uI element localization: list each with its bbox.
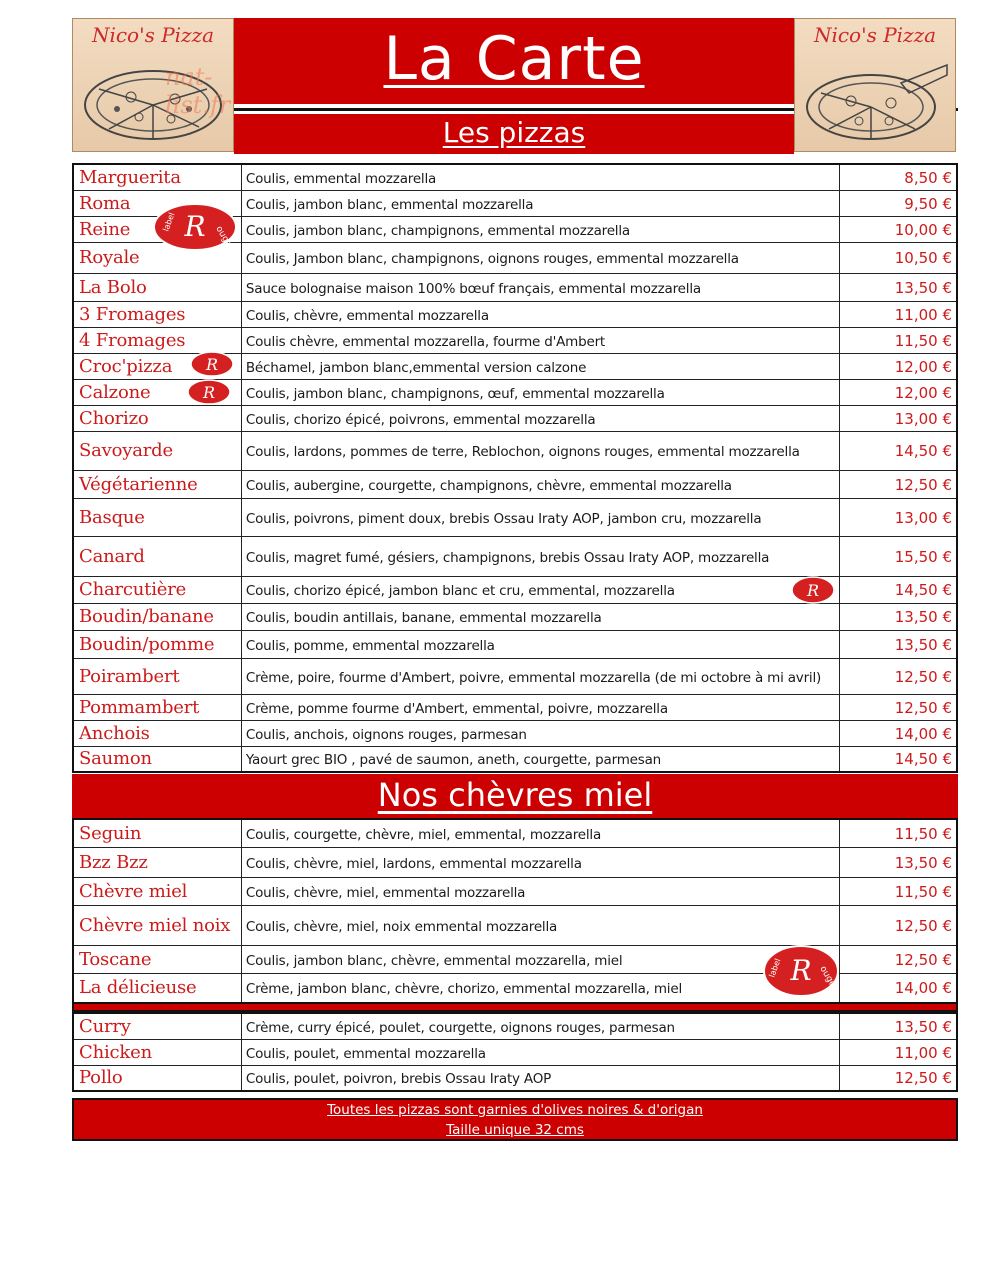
pizza-price-cell [840, 327, 957, 353]
pizza-description: Crème, poire, fourme d'Ambert, poivre, emmental mozzarella (de mi octobre à mi avril) [245, 669, 822, 686]
pizza-price: 14,50 € [894, 581, 952, 599]
pizza-price-cell [840, 536, 957, 576]
section-title: Nos chèvres miel [377, 776, 653, 814]
pizza-price-cell [840, 470, 957, 498]
pizza-price: 11,00 € [894, 305, 952, 324]
menu-row [73, 273, 957, 301]
section-separator [72, 1002, 958, 1012]
pizza-description-cell [241, 746, 839, 772]
pizza-price: 11,50 € [894, 882, 952, 901]
menu-row [73, 658, 957, 694]
pizza-price-cell [840, 973, 957, 1003]
pizza-price: 10,50 € [894, 249, 952, 267]
menu-row [73, 536, 957, 576]
pizza-description-cell [241, 1039, 839, 1065]
pizza-price-cell [840, 164, 957, 190]
pizza-price-cell [840, 658, 957, 694]
pizza-price: 13,00 € [894, 409, 952, 428]
pizza-price-cell [840, 190, 957, 216]
poulet-menu-table [72, 1012, 958, 1092]
brand-name-left: Nico's Pizza [91, 23, 215, 47]
menu-row [73, 1039, 957, 1065]
menu-header [72, 18, 958, 154]
pizza-name: Végétarienne [79, 473, 198, 495]
pizza-name-cell [73, 576, 241, 603]
pizza-name-cell [73, 1013, 241, 1039]
pizza-description-cell [241, 405, 839, 431]
pizza-price-cell [840, 945, 957, 973]
pizza-description-cell [241, 973, 839, 1003]
menu-row [73, 470, 957, 498]
pizza-price: 12,50 € [894, 950, 952, 969]
pizza-description-cell [241, 694, 839, 720]
pizza-description-cell [241, 603, 839, 630]
pizza-name: Pollo [79, 1067, 123, 1089]
pizza-description-cell [241, 576, 839, 603]
pizza-price-cell [840, 216, 957, 242]
svg-text:R: R [202, 383, 216, 402]
pizza-description: Coulis, poulet, poivron, brebis Ossau Iraty AOP [245, 1071, 552, 1088]
menu-row [73, 694, 957, 720]
pizza-price-cell [840, 498, 957, 536]
pizza-price-cell [840, 1013, 957, 1039]
pizza-price-cell [840, 576, 957, 603]
menu-row [73, 819, 957, 847]
pizza-description: Coulis, lardons, pommes de terre, Reblochon, oignons rouges, emmental mozzarella [245, 444, 800, 460]
pizza-name-cell [73, 431, 241, 470]
menu-row [73, 905, 957, 945]
pizza-description: Coulis, magret fumé, gésiers, champignons, brebis Ossau Iraty AOP, mozzarella [245, 549, 770, 566]
pizza-description: Coulis, jambon blanc, champignons, œuf, emmental mozzarella [245, 385, 665, 402]
pizza-description: Coulis chèvre, emmental mozzarella, fourme d'Ambert [245, 333, 606, 350]
pizza-description-cell [241, 327, 839, 353]
pizza-name-cell [73, 1039, 241, 1065]
pizza-name-cell [73, 536, 241, 576]
subtitle-banner [234, 114, 794, 154]
menu-row [73, 847, 957, 877]
pizza-name-cell [73, 720, 241, 746]
pizza-name-cell [73, 945, 241, 973]
svg-text:ouge: ouge [817, 964, 838, 989]
page-title: La Carte [383, 24, 645, 94]
pizza-price: 13,50 € [894, 1017, 952, 1036]
pizza-description: Coulis, boudin antillais, banane, emmental mozzarella [245, 610, 602, 626]
pizza-description-cell [241, 847, 839, 877]
pizza-name: Seguin [79, 822, 142, 844]
pizza-sketch-icon [801, 53, 951, 149]
svg-text:label: label [767, 957, 783, 979]
svg-text:label: label [161, 211, 177, 233]
footer-banner [72, 1098, 958, 1141]
pizza-price-cell [840, 877, 957, 905]
pizza-price-cell [840, 431, 957, 470]
pizza-price: 14,50 € [894, 442, 952, 460]
brand-name-right: Nico's Pizza [813, 23, 937, 47]
menu-row [73, 1065, 957, 1091]
pizza-description-cell [241, 164, 839, 190]
menu-row [73, 301, 957, 327]
pizza-name-cell [73, 694, 241, 720]
pizza-name: Curry [79, 1015, 131, 1037]
pizza-description-cell [241, 1013, 839, 1039]
pizza-name: Bzz Bzz [79, 851, 148, 873]
menu-row [73, 1013, 957, 1039]
pizza-price: 8,50 € [904, 168, 952, 187]
pizza-name: Chèvre miel [79, 880, 188, 902]
pizza-price-cell [840, 301, 957, 327]
pizza-name: Poirambert [79, 665, 180, 687]
pizza-name: La délicieuse [79, 977, 197, 999]
pizza-price-cell [840, 353, 957, 379]
pizza-name: Anchois [79, 722, 150, 744]
pizza-description: Coulis, jambon blanc, champignons, emmental mozzarella [245, 222, 630, 239]
pizza-price: 9,50 € [904, 194, 952, 213]
menu-row [73, 431, 957, 470]
pizza-name: Reine [79, 218, 131, 240]
pizza-name: Toscane [79, 948, 152, 970]
svg-text:R: R [184, 210, 206, 243]
brand-logo-left [72, 18, 234, 152]
pizza-description: Coulis, chorizo épicé, poivrons, emmental mozzarella [245, 411, 596, 428]
pizza-description-cell [241, 945, 839, 973]
pizza-price-cell [840, 847, 957, 877]
pizza-price-cell [840, 630, 957, 658]
pizza-name: Marguerita [79, 166, 181, 188]
menu-row [73, 498, 957, 536]
menu-row [73, 877, 957, 905]
label-rouge-seal-icon [152, 202, 238, 256]
pizza-price: 10,00 € [894, 220, 952, 239]
pizza-name: Chicken [79, 1041, 152, 1063]
pizza-price: 11,50 € [894, 824, 952, 843]
pizza-price: 14,00 € [894, 979, 952, 998]
title-banner [234, 18, 794, 104]
pizza-price-cell [840, 905, 957, 945]
pizza-description-cell [241, 379, 839, 405]
pizza-price: 13,50 € [894, 853, 952, 872]
pizza-price-cell [840, 720, 957, 746]
pizza-price: 14,50 € [894, 750, 952, 769]
svg-text:R: R [806, 581, 820, 600]
pizza-name-cell [73, 847, 241, 877]
page-subtitle: Les pizzas [442, 116, 586, 149]
pizza-description-cell [241, 905, 839, 945]
pizza-description-cell [241, 190, 839, 216]
pizza-description: Coulis, chèvre, miel, lardons, emmental mozzarella [245, 855, 582, 872]
pizza-name: Chèvre miel noix [79, 914, 231, 936]
pizza-name: Canard [79, 545, 145, 567]
pizza-price: 12,00 € [894, 383, 952, 402]
pizza-description: Coulis, emmental mozzarella [245, 170, 437, 187]
pizza-description: Coulis, chèvre, miel, emmental mozzarella [245, 884, 526, 901]
pizza-price-cell [840, 694, 957, 720]
pizza-price-cell [840, 273, 957, 301]
pizza-name: Royale [79, 247, 140, 268]
pizza-name-cell [73, 301, 241, 327]
pizza-name-cell [73, 973, 241, 1003]
pizza-description: Crème, curry épicé, poulet, courgette, oignons rouges, parmesan [245, 1019, 675, 1036]
pizza-name-cell [73, 746, 241, 772]
pizza-description: Crème, jambon blanc, chèvre, chorizo, emmental mozzarella, miel [245, 981, 682, 998]
pizza-name: Charcutière [79, 579, 187, 600]
pizza-price-cell [840, 405, 957, 431]
pizza-name-cell [73, 819, 241, 847]
pizza-name-cell [73, 658, 241, 694]
pizza-description-cell [241, 536, 839, 576]
pizza-description-cell [241, 470, 839, 498]
footer-note-size: Taille unique 32 cms [446, 1122, 584, 1138]
pizza-description: Coulis, chèvre, miel, noix emmental mozzarella [245, 918, 558, 935]
pizza-description-cell [241, 819, 839, 847]
pizza-description: Crème, pomme fourme d'Ambert, emmental, poivre, mozzarella [245, 700, 668, 717]
pizza-name-cell [73, 877, 241, 905]
pizza-description-cell [241, 1065, 839, 1091]
pizza-name-cell [73, 470, 241, 498]
other-rows [73, 1013, 957, 1091]
menu-row [73, 746, 957, 772]
pizza-description: Coulis, chorizo épicé, jambon blanc et cru, emmental, mozzarella [245, 583, 675, 599]
pizza-description-cell [241, 431, 839, 470]
pizza-description-cell [241, 353, 839, 379]
label-rouge-seal-icon [790, 575, 836, 609]
pizza-name: La Bolo [79, 276, 147, 298]
pizza-name-cell [73, 630, 241, 658]
pizza-name: Boudin/pomme [79, 633, 215, 655]
pizza-name: 4 Fromages [79, 329, 186, 351]
pizza-price: 12,50 € [894, 698, 952, 717]
pizza-name: Chorizo [79, 407, 149, 429]
pizza-name: Calzone [79, 381, 151, 403]
chevres-section-banner [72, 774, 958, 818]
pizza-price-cell [840, 1039, 957, 1065]
pizza-description: Coulis, poivrons, piment doux, brebis Ossau Iraty AOP, jambon cru, mozzarella [245, 510, 762, 527]
pizza-price: 13,00 € [894, 508, 952, 527]
pizza-price: 11,00 € [894, 1043, 952, 1062]
pizza-name-cell [73, 164, 241, 190]
pizza-price-cell [840, 1065, 957, 1091]
pizza-price: 11,50 € [894, 331, 952, 350]
menu-row [73, 630, 957, 658]
pizza-price-cell [840, 603, 957, 630]
pizza-description-cell [241, 877, 839, 905]
pizza-price: 13,50 € [894, 278, 952, 297]
pizza-description: Coulis, anchois, oignons rouges, parmesan [245, 726, 527, 743]
pizza-description: Sauce bolognaise maison 100% bœuf français, emmental mozzarella [245, 280, 701, 297]
pizza-name: 3 Fromages [79, 303, 186, 325]
pizza-description-cell [241, 273, 839, 301]
pizza-name-cell [73, 603, 241, 630]
pizza-price-cell [840, 242, 957, 273]
pizza-description: Coulis, courgette, chèvre, miel, emmental, mozzarella [245, 826, 602, 843]
pizza-description: Coulis, chèvre, emmental mozzarella [245, 307, 489, 324]
brand-logo-right [794, 18, 956, 152]
pizza-description: Coulis, aubergine, courgette, champignons, chèvre, emmental mozzarella [245, 477, 732, 494]
pizza-description: Coulis, jambon blanc, chèvre, emmental mozzarella, miel [245, 952, 623, 969]
pizza-description: Coulis, jambon blanc, emmental mozzarella [245, 196, 534, 213]
pizza-name-cell [73, 905, 241, 945]
pizza-description: Coulis, poulet, emmental mozzarella [245, 1045, 486, 1062]
menu-row [73, 164, 957, 190]
pizza-price: 13,50 € [894, 608, 952, 626]
site-watermark: nat-list.fr [165, 63, 231, 119]
pizza-price: 14,00 € [894, 724, 952, 743]
pizza-name-cell [73, 498, 241, 536]
pizza-description-cell [241, 216, 839, 242]
label-rouge-seal-icon [762, 944, 840, 1002]
pizza-price: 12,50 € [894, 475, 952, 494]
pizza-price-cell [840, 379, 957, 405]
pizza-price-cell [840, 746, 957, 772]
pizza-description-cell [241, 720, 839, 746]
pizza-name: Roma [79, 192, 131, 214]
pizza-description-cell [241, 658, 839, 694]
pizza-price-cell [840, 819, 957, 847]
pizza-name: Boudin/banane [79, 606, 214, 627]
pizza-name: Savoyarde [79, 440, 173, 461]
pizza-price: 13,50 € [894, 635, 952, 654]
pizza-name: Croc'pizza [79, 355, 173, 377]
pizza-name: Pommambert [79, 696, 200, 718]
pizza-name-cell [73, 273, 241, 301]
pizza-name-cell [73, 1065, 241, 1091]
pizza-description: Béchamel, jambon blanc,emmental version calzone [245, 359, 587, 376]
pizza-name: Saumon [79, 748, 152, 770]
svg-text:ouge: ouge [213, 224, 234, 249]
pizza-description-cell [241, 301, 839, 327]
pizza-description: Coulis, Jambon blanc, champignons, oignons rouges, emmental mozzarella [245, 251, 739, 267]
pizza-description-cell [241, 630, 839, 658]
label-rouge-seal-icon [186, 378, 232, 410]
svg-text:R: R [205, 355, 219, 374]
pizza-price: 12,50 € [894, 667, 952, 686]
menu-row [73, 720, 957, 746]
pizza-description: Coulis, pomme, emmental mozzarella [245, 637, 495, 654]
pizza-description-cell [241, 242, 839, 273]
pizza-price: 15,50 € [894, 547, 952, 566]
pizza-name: Basque [79, 506, 145, 528]
pizza-description: Yaourt grec BIO , pavé de saumon, aneth, courgette, parmesan [245, 752, 662, 769]
pizza-price: 12,00 € [894, 357, 952, 376]
pizza-price: 12,50 € [894, 1069, 952, 1088]
pizza-description-cell [241, 498, 839, 536]
svg-text:R: R [790, 954, 812, 987]
footer-note-olives: Toutes les pizzas sont garnies d'olives noires & d'origan [327, 1102, 703, 1118]
pizza-price: 12,50 € [894, 916, 952, 935]
